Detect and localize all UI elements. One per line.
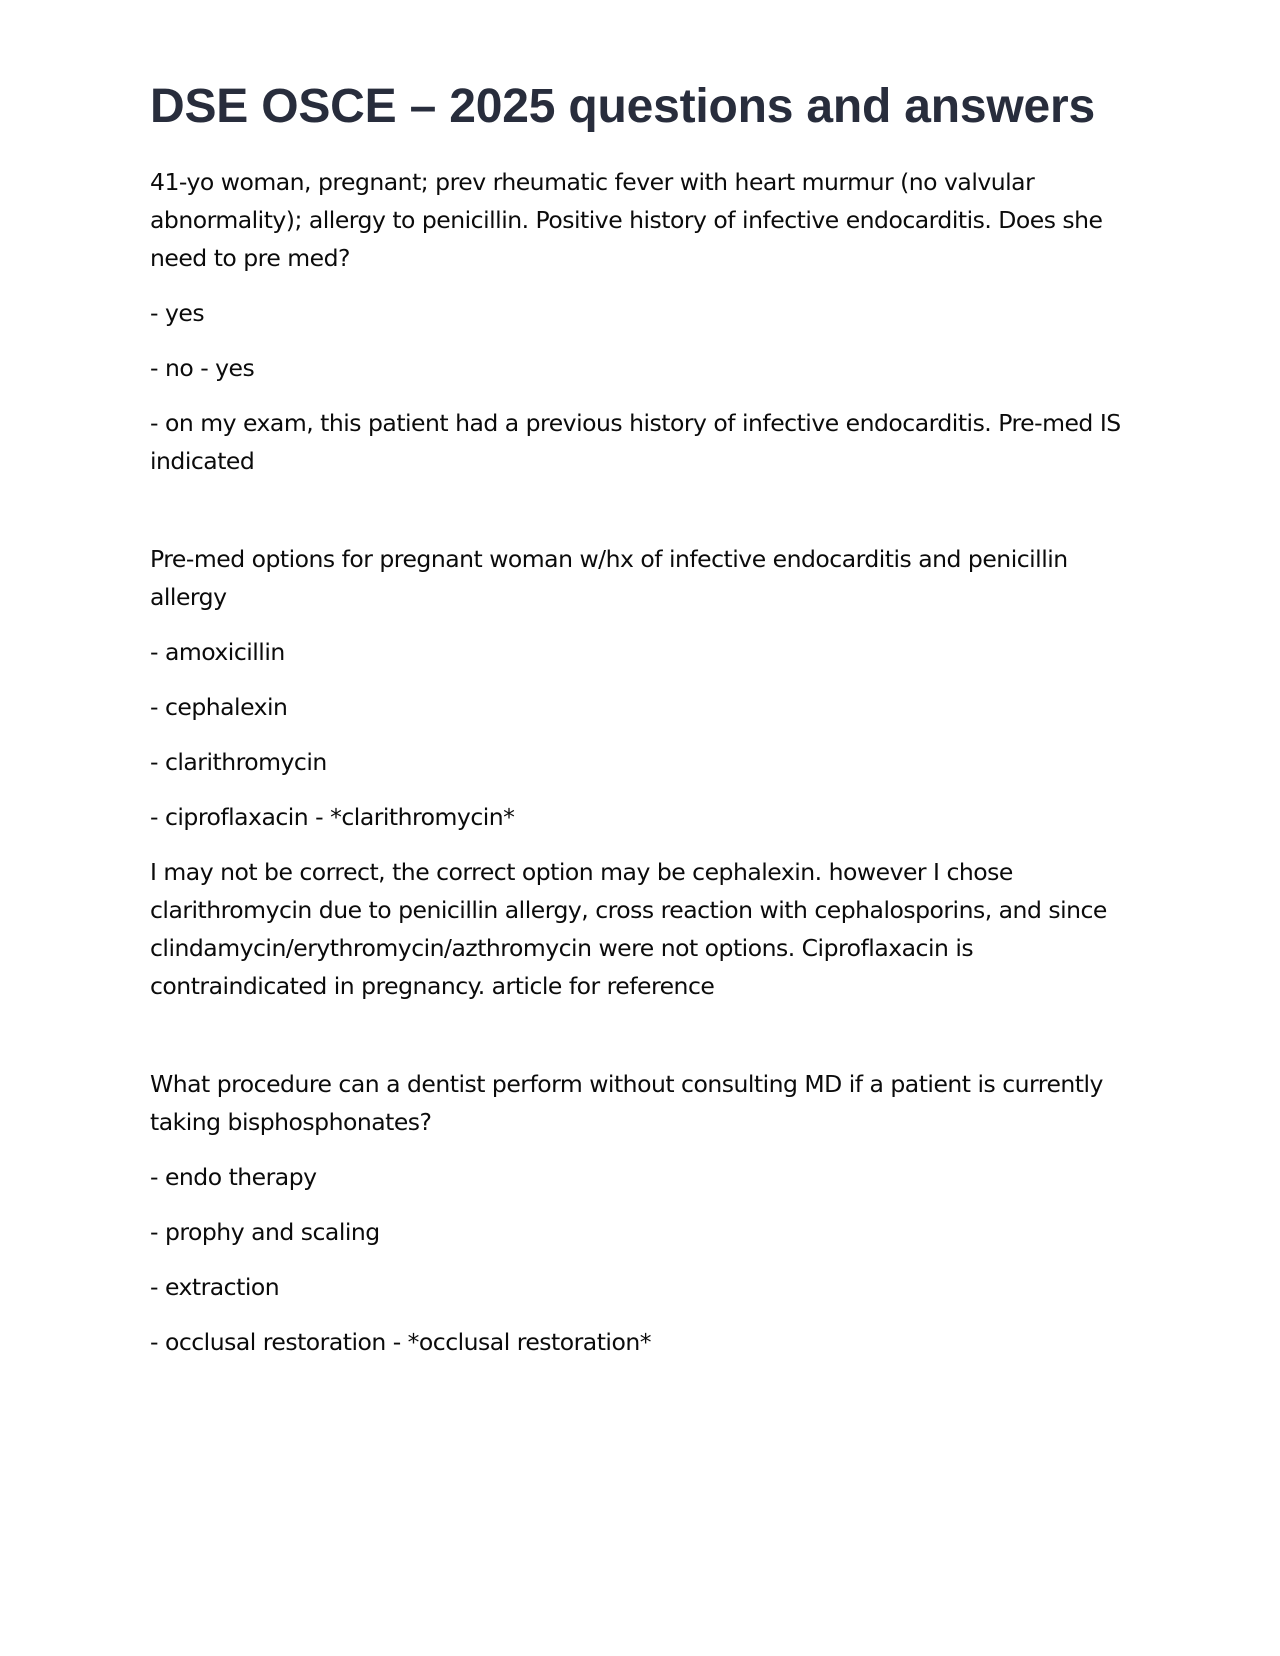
answer-explanation: - on my exam, this patient had a previous history of infective endocarditis. Pre-med IS indicated [150,409,1121,475]
answer-line: - cephalexin [150,693,288,721]
document-title: DSE OSCE – 2025 questions and answers [150,80,1095,133]
document-body [150,78,1130,1378]
answer-line: - occlusal restoration - *occlusal restoration* [150,1328,651,1356]
question-block-3 [150,1065,1130,1361]
answer-line: - prophy and scaling [150,1218,380,1246]
answer-line: - extraction [150,1273,280,1301]
answer-line: - yes [150,299,205,327]
question-text: What procedure can a dentist perform without consulting MD if a patient is currently taking bisphosphonates? [150,1070,1103,1136]
question-block-2 [150,540,1130,1005]
answer-line: - clarithromycin [150,748,327,776]
answer-explanation: I may not be correct, the correct option may be cephalexin. however I chose clarithromycin due to penicillin allergy, cross reaction with cephalosporins, and since clindamycin/erythromycin/azthromycin were not options. Ciproflaxacin is contraindicated in pregnancy. article for reference [150,858,1107,1000]
answer-line: - ciproflaxacin - *clarithromycin* [150,803,515,831]
answer-line: - no - yes [150,354,255,382]
question-text: 41-yo woman, pregnant; prev rheumatic fever with heart murmur (no valvular abnormality); allergy to penicillin. Positive history of infective endocarditis. Does she need to pre med? [150,168,1103,272]
answer-line: - endo therapy [150,1163,317,1191]
answer-line: - amoxicillin [150,638,285,666]
question-block-1 [150,163,1130,480]
question-text: Pre-med options for pregnant woman w/hx of infective endocarditis and penicillin allergy [150,545,1068,611]
